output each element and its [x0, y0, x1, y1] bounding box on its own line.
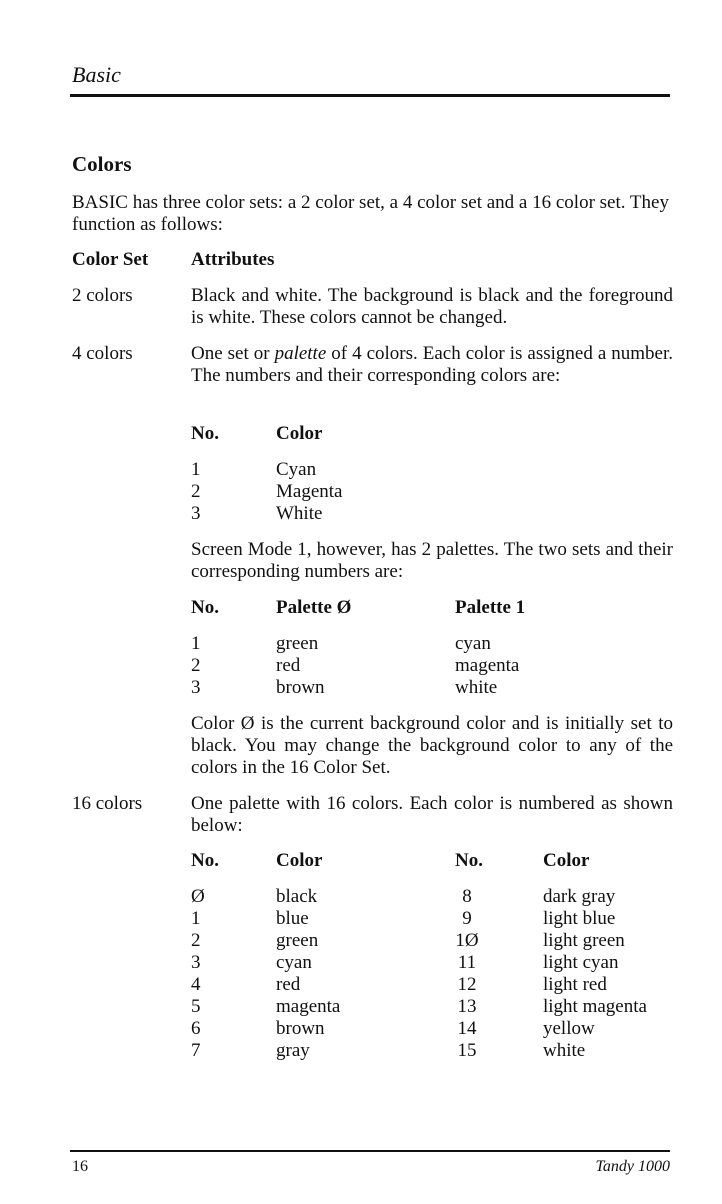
sixteen-row-5-no: 5 [191, 996, 201, 1017]
palette-row-1-p1: cyan [455, 633, 491, 654]
four-table-header-color: Color [276, 423, 323, 444]
palette-table-header-palette-0: Palette Ø [276, 597, 352, 618]
color-zero-paragraph: Color Ø is the current background color and is initially set to black. You may change the background color to any of the colors in the 16 Color Set. [191, 713, 673, 778]
sixteen-row-4-no: 4 [191, 974, 201, 995]
page-number: 16 [72, 1158, 88, 1175]
footer-rule [70, 1150, 670, 1152]
four-colors-label: 4 colors [72, 343, 133, 364]
sixteen-row-7-no: 7 [191, 1040, 201, 1061]
palette-row-2-p0: red [276, 655, 301, 676]
screen-mode-paragraph: Screen Mode 1, however, has 2 palettes. The two sets and their corresponding numbers are: [191, 539, 673, 582]
sixteen-row-1-no: 1 [191, 908, 201, 929]
sixteen-row-0-no: Ø [191, 886, 205, 907]
sixteen-row-2-color: green [276, 930, 319, 951]
sixteen-row-2-color-b: light green [543, 930, 625, 951]
column-header-attributes: Attributes [191, 249, 275, 270]
two-colors-description: Black and white. The background is black and the foreground is white. These colors cannot be changed. [191, 285, 673, 328]
palette-table-header-palette-1: Palette 1 [455, 597, 526, 618]
sixteen-row-5-no-b: 13 [457, 996, 477, 1017]
sixteen-row-3-color: cyan [276, 952, 312, 973]
sixteen-row-7-no-b: 15 [457, 1040, 477, 1061]
header-rule [70, 94, 670, 97]
section-title: Colors [72, 152, 132, 176]
sixteen-row-1-color-b: light blue [543, 908, 616, 929]
sixteen-row-4-color: red [276, 974, 301, 995]
sixteen-row-5-color: magenta [276, 996, 341, 1017]
four-colors-description: One set or palette of 4 colors. Each color is assigned a number. The numbers and their corresponding colors are: [191, 343, 673, 386]
four-table-row-3-no: 3 [191, 503, 201, 524]
sixteen-table-header-color-2: Color [543, 850, 590, 871]
palette-row-3-no: 3 [191, 677, 201, 698]
palette-row-3-p0: brown [276, 677, 325, 698]
sixteen-row-2-no-b: 1Ø [455, 930, 479, 951]
sixteen-row-4-no-b: 12 [457, 974, 477, 995]
two-colors-label: 2 colors [72, 285, 133, 306]
sixteen-row-1-no-b: 9 [462, 908, 472, 929]
four-table-row-1-color: Cyan [276, 459, 317, 480]
sixteen-row-6-color: brown [276, 1018, 325, 1039]
sixteen-colors-label: 16 colors [72, 793, 143, 814]
sixteen-row-3-no: 3 [191, 952, 201, 973]
sixteen-colors-description: One palette with 16 colors. Each color is numbered as shown below: [191, 793, 673, 836]
four-table-row-2-no: 2 [191, 481, 201, 502]
sixteen-row-1-color: blue [276, 908, 309, 929]
sixteen-table-header-color-1: Color [276, 850, 323, 871]
four-table-row-1-no: 1 [191, 459, 201, 480]
intro-paragraph: BASIC has three color sets: a 2 color set, a 4 color set and a 16 color set. They function as follows: [72, 192, 669, 235]
palette-table-header-no: No. [191, 597, 219, 618]
sixteen-row-7-color: gray [276, 1040, 310, 1061]
sixteen-table-header-no-2: No. [455, 850, 483, 871]
sixteen-row-3-color-b: light cyan [543, 952, 619, 973]
sixteen-row-0-color: black [276, 886, 318, 907]
sixteen-row-2-no: 2 [191, 930, 201, 951]
sixteen-row-5-color-b: light magenta [543, 996, 647, 1017]
sixteen-row-6-color-b: yellow [543, 1018, 595, 1039]
running-header-title: Basic [72, 62, 121, 87]
palette-row-2-p1: magenta [455, 655, 520, 676]
sixteen-row-0-no-b: 8 [462, 886, 472, 907]
sixteen-row-3-no-b: 11 [457, 952, 477, 973]
palette-row-3-p1: white [455, 677, 498, 698]
palette-row-1-no: 1 [191, 633, 201, 654]
sixteen-table-header-no-1: No. [191, 850, 219, 871]
four-table-row-3-color: White [276, 503, 323, 524]
palette-row-2-no: 2 [191, 655, 201, 676]
sixteen-row-4-color-b: light red [543, 974, 607, 995]
palette-row-1-p0: green [276, 633, 319, 654]
sixteen-row-6-no-b: 14 [457, 1018, 477, 1039]
sixteen-row-6-no: 6 [191, 1018, 201, 1039]
four-table-row-2-color: Magenta [276, 481, 343, 502]
sixteen-row-7-color-b: white [543, 1040, 586, 1061]
column-header-color-set: Color Set [72, 249, 149, 270]
sixteen-row-0-color-b: dark gray [543, 886, 616, 907]
footer-product-name: Tandy 1000 [595, 1158, 670, 1175]
four-table-header-no: No. [191, 423, 219, 444]
